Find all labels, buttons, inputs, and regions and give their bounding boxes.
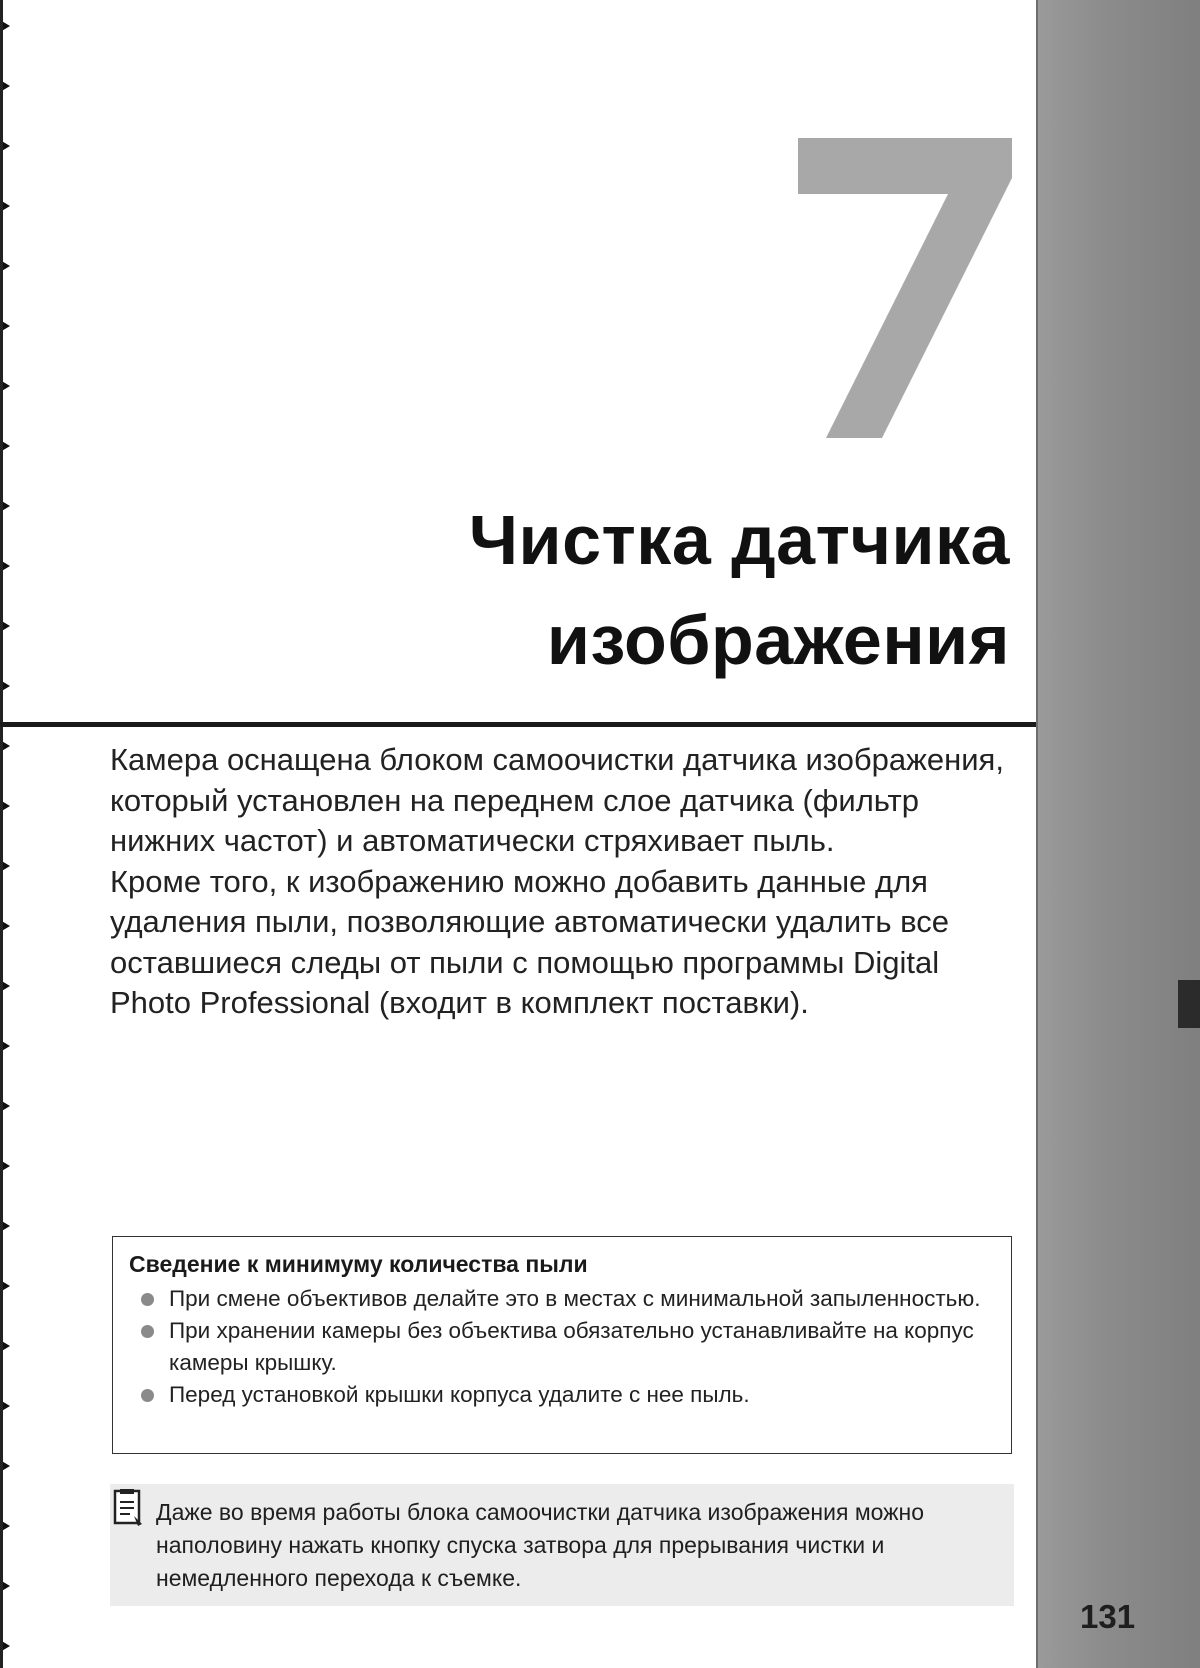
dust-tips-box — [112, 1236, 1012, 1454]
spiral-binding — [0, 0, 14, 1668]
note-box — [110, 1484, 1014, 1606]
tip-text: При смене объективов делайте это в местах с минимальной запыленностью. — [169, 1286, 981, 1311]
chapter-title-line-1: Чистка датчика — [468, 501, 1010, 579]
section-divider — [0, 722, 1036, 727]
note-text: Даже во время работы блока самоочистки датчика изображения можно наполовину нажать кнопку спуска затвора для прерывания чистки и немедленного перехода к съемке. — [156, 1499, 925, 1591]
intro-paragraph-2: Кроме того, к изображению можно добавить данные для удаления пыли, позволяющие автоматически удалить все оставшиеся следы от пыли с помощью программы Digital Photo Professional (входит в комплект поставки). — [110, 863, 949, 1020]
tip-text: При хранении камеры без объектива обязательно устанавливайте на корпус камеры крышку. — [169, 1318, 974, 1375]
bullet-icon — [141, 1389, 154, 1402]
memo-icon — [112, 1488, 144, 1528]
tip-text: Перед установкой крышки корпуса удалите с нее пыль. — [169, 1382, 750, 1407]
intro-paragraph-1: Камера оснащена блоком самоочистки датчика изображения, который установлен на переднем слое датчика (фильтр нижних частот) и автоматически стряхивает пыль. — [110, 742, 1004, 858]
bullet-icon — [141, 1293, 154, 1306]
list-item — [133, 1283, 1003, 1315]
chapter-index-tab — [1178, 980, 1200, 1028]
intro-text — [110, 740, 1010, 1024]
page-number: 131 — [1080, 1598, 1136, 1635]
chapter-number — [790, 138, 1020, 438]
chapter-title-line-2: изображения — [546, 601, 1010, 679]
tips-title: Сведение к минимуму количества пыли — [129, 1251, 588, 1277]
list-item — [133, 1379, 1003, 1411]
list-item — [133, 1315, 1003, 1379]
bullet-icon — [141, 1325, 154, 1338]
chapter-side-strip — [1036, 0, 1200, 1668]
tips-list — [133, 1283, 1003, 1411]
chapter-title — [290, 490, 1010, 690]
